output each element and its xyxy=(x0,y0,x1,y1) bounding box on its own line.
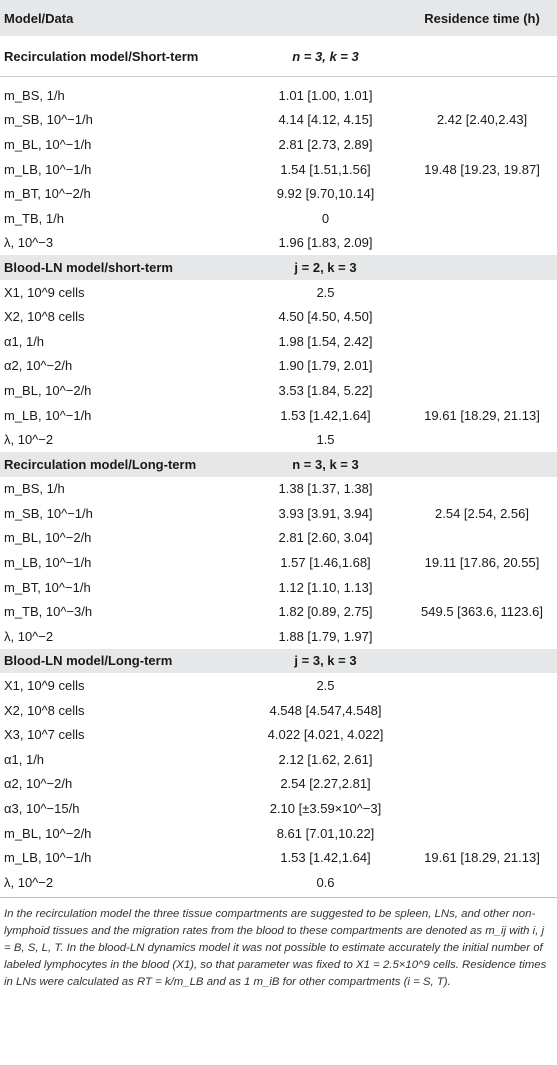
param-cell: m_BL, 10^−1/h xyxy=(4,136,92,152)
value-cell: 1.96 [1.83, 2.09] xyxy=(278,235,373,251)
param-cell: α1, 1/h xyxy=(4,751,45,767)
param-cell: X2, 10^8 cells xyxy=(4,309,85,325)
section-title: Blood-LN model/short-term xyxy=(4,259,173,275)
residence-time-cell: 19.61 [18.29, 21.13] xyxy=(424,850,540,866)
param-cell: m_TB, 10^−3/h xyxy=(4,604,93,620)
value-cell: 2.12 [1.62, 2.61] xyxy=(278,751,373,767)
value-cell: 1.12 [1.10, 1.13] xyxy=(278,579,373,595)
section-params: n = 3, k = 3 xyxy=(292,456,359,472)
param-cell: X1, 10^9 cells xyxy=(4,284,85,300)
table-row xyxy=(0,403,557,428)
param-cell: X3, 10^7 cells xyxy=(4,727,85,743)
section-header xyxy=(0,36,557,77)
table-row xyxy=(0,206,557,231)
table-row xyxy=(0,722,557,747)
value-cell: 4.022 [4.021, 4.022] xyxy=(267,727,384,743)
table-row xyxy=(0,747,557,772)
header-residence-time: Residence time (h) xyxy=(424,10,540,26)
section-params: j = 2, k = 3 xyxy=(294,259,357,275)
table-row xyxy=(0,796,557,821)
table-row xyxy=(0,845,557,870)
residence-time-cell: 19.48 [19.23, 19.87] xyxy=(424,161,540,177)
section-title: Blood-LN model/Long-term xyxy=(4,653,173,669)
table-row xyxy=(0,132,557,157)
value-cell: 4.50 [4.50, 4.50] xyxy=(278,309,373,325)
value-cell: 1.53 [1.42,1.64] xyxy=(280,850,371,866)
section-header xyxy=(0,255,557,280)
param-cell: m_LB, 10^−1/h xyxy=(4,555,92,571)
value-cell: 3.53 [1.84, 5.22] xyxy=(278,382,373,398)
param-cell: λ, 10^−3 xyxy=(4,235,54,251)
value-cell: 3.93 [3.91, 3.94] xyxy=(278,505,373,521)
table-row xyxy=(0,329,557,354)
param-cell: m_SB, 10^−1/h xyxy=(4,505,93,521)
table-row xyxy=(0,83,557,108)
value-cell: 9.92 [9.70,10.14] xyxy=(276,186,375,202)
table-row xyxy=(0,378,557,403)
param-cell: α3, 10^−15/h xyxy=(4,801,80,817)
table-row xyxy=(0,575,557,600)
param-cell: α1, 1/h xyxy=(4,333,45,349)
value-cell: 1.82 [0.89, 2.75] xyxy=(278,604,373,620)
value-cell: 2.10 [±3.59×10^−3] xyxy=(269,801,382,817)
param-cell: λ, 10^−2 xyxy=(4,432,54,448)
param-cell: m_SB, 10^−1/h xyxy=(4,112,93,128)
table-row xyxy=(0,181,557,206)
param-cell: α2, 10^−2/h xyxy=(4,358,73,374)
value-cell: 2.54 [2.27,2.81] xyxy=(280,776,371,792)
residence-time-cell: 19.11 [17.86, 20.55] xyxy=(424,555,540,571)
section-params: j = 3, k = 3 xyxy=(294,653,357,669)
table-row xyxy=(0,673,557,698)
param-cell: X2, 10^8 cells xyxy=(4,702,85,718)
section-params: n = 3, k = 3 xyxy=(292,48,359,64)
param-cell: m_LB, 10^−1/h xyxy=(4,407,92,423)
table-row xyxy=(0,526,557,551)
table-header xyxy=(0,0,557,36)
value-cell: 4.14 [4.12, 4.15] xyxy=(278,112,373,128)
value-cell: 2.5 xyxy=(316,284,335,300)
table-row xyxy=(0,698,557,723)
table-row xyxy=(0,231,557,256)
table-row xyxy=(0,599,557,624)
value-cell: 1.88 [1.79, 1.97] xyxy=(278,628,373,644)
param-cell: m_TB, 1/h xyxy=(4,210,64,226)
section-header xyxy=(0,649,557,674)
residence-time-cell: 2.54 [2.54, 2.56] xyxy=(435,505,529,521)
param-cell: m_BL, 10^−2/h xyxy=(4,825,92,841)
param-cell: m_BT, 10^−2/h xyxy=(4,186,91,202)
table-row xyxy=(0,501,557,526)
table-row xyxy=(0,772,557,797)
value-cell: 2.81 [2.60, 3.04] xyxy=(278,530,373,546)
value-cell: 1.54 [1.51,1.56] xyxy=(280,161,371,177)
section-header xyxy=(0,452,557,477)
value-cell: 1.90 [1.79, 2.01] xyxy=(278,358,373,374)
value-cell: 4.548 [4.547,4.548] xyxy=(269,702,382,718)
table-row xyxy=(0,821,557,846)
value-cell: 2.5 xyxy=(316,678,335,694)
value-cell: 2.81 [2.73, 2.89] xyxy=(278,136,373,152)
table-row xyxy=(0,108,557,133)
value-cell: 1.98 [1.54, 2.42] xyxy=(278,333,373,349)
value-cell: 1.57 [1.46,1.68] xyxy=(280,555,371,571)
value-cell: 8.61 [7.01,10.22] xyxy=(276,825,375,841)
residence-time-cell: 19.61 [18.29, 21.13] xyxy=(424,407,540,423)
table-row xyxy=(0,304,557,329)
value-cell: 1.38 [1.37, 1.38] xyxy=(278,481,373,497)
header-model-data: Model/Data xyxy=(4,10,74,26)
value-cell: 1.5 xyxy=(316,432,335,448)
param-cell: m_BS, 1/h xyxy=(4,87,65,103)
param-cell: m_BL, 10^−2/h xyxy=(4,530,92,546)
value-cell: 1.01 [1.00, 1.01] xyxy=(278,87,373,103)
table-row xyxy=(0,477,557,502)
table-body xyxy=(0,36,557,895)
table-footnote: In the recirculation model the three tissue compartments are suggested to be spleen, LNs, and other non-lymphoid tissues and the migration rates from the blood to these compartments are denoted as m_ij with i, j = B, S, L, T. In the blood-LN dynamics model it was not possible to estimate accurately the initial number of labeled lymphocytes in the blood (X1), so that parameter was fixed to X1 = 2.5×10^9 cells. Residence times in LNs were calculated as RT = k/m_LB and as 1 m_iB for other compartments (i = S, T). xyxy=(0,897,557,991)
param-cell: λ, 10^−2 xyxy=(4,874,54,890)
value-cell: 1.53 [1.42,1.64] xyxy=(280,407,371,423)
table-row xyxy=(0,870,557,895)
section-title: Recirculation model/Long-term xyxy=(4,456,197,472)
table-row xyxy=(0,624,557,649)
param-cell: m_BL, 10^−2/h xyxy=(4,382,92,398)
param-cell: α2, 10^−2/h xyxy=(4,776,73,792)
param-cell: X1, 10^9 cells xyxy=(4,678,85,694)
table-row xyxy=(0,427,557,452)
param-cell: m_BT, 10^−1/h xyxy=(4,579,91,595)
param-cell: m_BS, 1/h xyxy=(4,481,65,497)
param-cell: m_LB, 10^−1/h xyxy=(4,161,92,177)
value-cell: 0.6 xyxy=(316,874,335,890)
param-cell: λ, 10^−2 xyxy=(4,628,54,644)
table-row xyxy=(0,550,557,575)
residence-time-cell: 549.5 [363.6, 1123.6] xyxy=(421,604,543,620)
value-cell: 0 xyxy=(321,210,330,226)
table-row xyxy=(0,157,557,182)
table-row xyxy=(0,354,557,379)
residence-time-cell: 2.42 [2.40,2.43] xyxy=(436,112,528,128)
table-row xyxy=(0,280,557,305)
section-title: Recirculation model/Short-term xyxy=(4,48,199,64)
param-cell: m_LB, 10^−1/h xyxy=(4,850,92,866)
